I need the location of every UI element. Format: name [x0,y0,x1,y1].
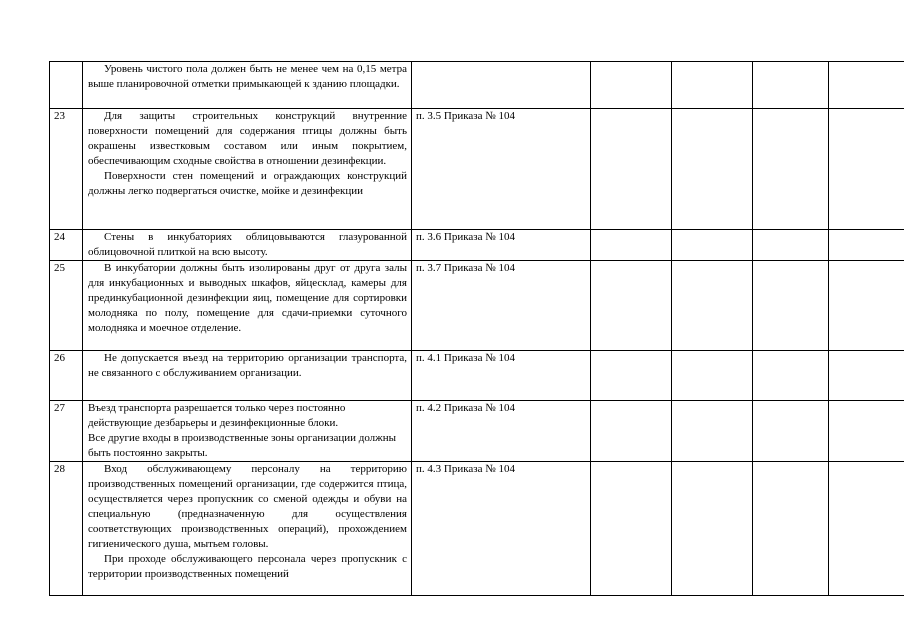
empty-cell [829,401,904,462]
reference-cell: п. 4.2 Приказа № 104 [412,401,591,462]
empty-cell [753,62,829,109]
requirement-paragraph: Поверхности стен помещений и ограждающих конструкций должны легко подвергаться очистке, мойке и дезинфекции [88,170,407,197]
row-number-cell: 26 [50,351,83,401]
table-row [50,401,904,462]
empty-cell [753,351,829,401]
requirements-table [49,61,904,596]
empty-cell [591,230,672,261]
row-number-cell: 28 [50,462,83,596]
row-number-cell: 25 [50,261,83,351]
empty-cell [591,261,672,351]
empty-cell [829,230,904,261]
row-number-cell: 23 [50,109,83,230]
table-row [50,261,904,351]
reference-cell: п. 3.5 Приказа № 104 [412,109,591,230]
empty-cell [591,401,672,462]
empty-cell [672,261,753,351]
empty-cell [672,351,753,401]
table-row [50,230,904,261]
reference-cell: п. 4.1 Приказа № 104 [412,351,591,401]
requirement-paragraph: Уровень чистого пола должен быть не менее чем на 0,15 метра выше планировочной отметки примыкающей к зданию площадки. [88,63,407,90]
empty-cell [829,62,904,109]
empty-cell [829,351,904,401]
empty-cell [672,462,753,596]
empty-cell [672,401,753,462]
requirement-cell [83,462,412,596]
reference-cell: п. 3.6 Приказа № 104 [412,230,591,261]
empty-cell [591,109,672,230]
empty-cell [753,109,829,230]
requirement-cell [83,62,412,109]
empty-cell [753,401,829,462]
reference-cell: п. 4.3 Приказа № 104 [412,462,591,596]
table-row [50,351,904,401]
reference-cell: п. 3.7 Приказа № 104 [412,261,591,351]
requirement-paragraph: Не допускается въезд на территорию организации транспорта, не связанного с обслуживанием организации. [88,352,407,379]
requirement-cell [83,401,412,462]
empty-cell [753,230,829,261]
requirement-paragraph: Для защиты строительных конструкций внутренние поверхности помещений для содержания птицы должны быть окрашены известковым составом или иным покрытием, обеспечивающим сходные свойства в отношении дезинфекции. [88,110,407,167]
table-row [50,462,904,596]
requirement-cell [83,230,412,261]
empty-cell [672,62,753,109]
requirement-paragraph: Все другие входы в производственные зоны организации должны быть постоянно закрыты. [88,432,397,459]
empty-cell [591,462,672,596]
requirement-paragraph: Стены в инкубаториях облицовываются глазурованной облицовочной плиткой на всю высоту. [88,231,407,258]
requirement-cell [83,261,412,351]
requirement-paragraph: При проходе обслуживающего персонала через пропускник с территории производственных помещений [88,553,407,580]
row-number-cell: 24 [50,230,83,261]
empty-cell [753,261,829,351]
empty-cell [829,462,904,596]
requirement-cell [83,351,412,401]
table-body [50,62,904,596]
table-row [50,109,904,230]
table-row [50,62,904,109]
empty-cell [591,62,672,109]
reference-cell [412,62,591,109]
requirement-cell [83,109,412,230]
requirement-paragraph: В инкубатории должны быть изолированы друг от друга залы для инкубационных и выводных шкафов, яйцесклад, камеры для прединкубационной дезинфекции яиц, помещение для сортировки молодняка по полу, помещение для сдачи-приемки суточного молодняка и моечное отделение. [88,262,407,334]
empty-cell [672,230,753,261]
empty-cell [829,261,904,351]
empty-cell [829,109,904,230]
requirement-paragraph: Въезд транспорта разрешается только через постоянно действующие дезбарьеры и дезинфекционные блоки. [88,402,346,429]
empty-cell [753,462,829,596]
empty-cell [672,109,753,230]
empty-cell [591,351,672,401]
row-number-cell: 27 [50,401,83,462]
requirement-paragraph: Вход обслуживающему персоналу на территорию производственных помещений организации, где содержится птица, осуществляется через пропускник со сменой одежды и обуви на специальную (предназначенную для осуществления соответствующих производственных операций), прохождением гигиенического душа, мытьем головы. [88,463,407,550]
row-number-cell [50,62,83,109]
